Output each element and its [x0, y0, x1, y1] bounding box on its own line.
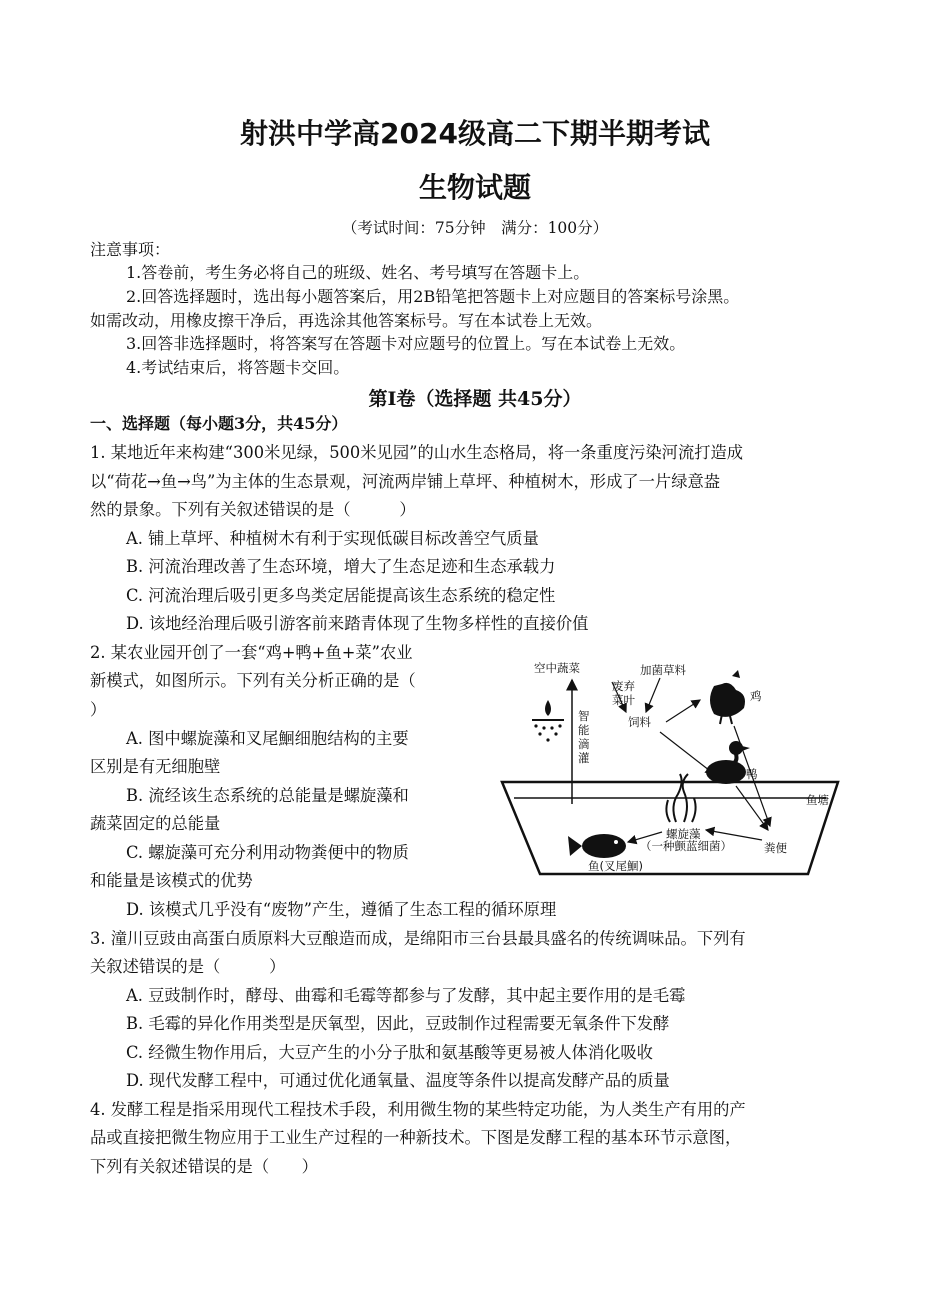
note-4: 4.考试结束后，将答题卡交回。	[126, 358, 350, 377]
note-1: 1.答卷前，考生务必将自己的班级、姓名、考号填写在答题卡上。	[126, 263, 590, 282]
label-feed: 饲料	[628, 715, 651, 729]
q3-option-c: C. 经微生物作用后，大豆产生的小分子肽和氨基酸等更易被人体消化吸收	[126, 1043, 653, 1062]
q2-stem-2: 新模式，如图所示。下列有关分析正确的是（	[90, 671, 416, 690]
label-irrigation-4: 灌	[578, 751, 590, 765]
q3-stem-2: 关叙述错误的是（ ）	[90, 957, 286, 976]
label-straw: 加菌草料	[640, 663, 686, 677]
note-2b: 如需改动，用橡皮擦干净后，再选涂其他答案标号。写在本试卷上无效。	[90, 311, 603, 330]
subject-title: 生物试题	[418, 171, 531, 204]
fish-icon	[568, 834, 626, 858]
q2-option-c-2: 和能量是该模式的优势	[90, 871, 253, 890]
label-irrigation-3: 滴	[578, 737, 590, 751]
q3-option-a: A. 豆豉制作时，酵母、曲霉和毛霉等都参与了发酵，其中起主要作用的是毛霉	[126, 986, 686, 1005]
q2-stem-1: 2. 某农业园开创了一套“鸡+鸭+鱼+菜”农业	[90, 643, 413, 662]
q2-option-a-1: A. 图中螺旋藻和叉尾鮰细胞结构的主要	[126, 729, 409, 748]
label-manure: 粪便	[764, 841, 787, 855]
q4-stem-2: 品或直接把微生物应用于工业生产过程的一种新技术。下图是发酵工程的基本环节示意图，	[90, 1128, 742, 1147]
q2-option-a-2: 区别是有无细胞壁	[90, 757, 221, 776]
label-chicken: 鸡	[750, 689, 762, 703]
label-duck: 鸭	[746, 767, 758, 781]
q2-option-b-2: 蔬菜固定的总能量	[90, 814, 221, 833]
q3-stem-1: 3. 潼川豆豉由高蛋白质原料大豆酿造而成，是绵阳市三台县最具盛名的传统调味品。下列有	[90, 929, 746, 948]
exam-title: 射洪中学高2024级高二下期半期考试	[240, 117, 710, 150]
label-irrigation-1: 智	[578, 709, 590, 723]
label-irrigation-2: 能	[578, 723, 590, 737]
label-waste-2: 菜叶	[612, 693, 635, 707]
chicken-icon	[710, 670, 745, 724]
label-vegetable: 空中蔬菜	[534, 661, 580, 675]
q3-option-d: D. 现代发酵工程中，可通过优化通氧量、温度等条件以提高发酵产品的质量	[126, 1071, 670, 1090]
q1-option-d: D. 该地经治理后吸引游客前来踏青体现了生物多样性的直接价值	[126, 614, 589, 633]
label-algae-note: （一种颤蓝细菌）	[640, 839, 732, 853]
section-title: 第Ⅰ卷（选择题 共45分）	[368, 388, 582, 410]
exam-info: （考试时间：75分钟 满分：100分）	[341, 219, 609, 237]
label-fish: 鱼(叉尾鮰)	[588, 859, 643, 873]
label-waste-1: 废弃	[612, 679, 635, 693]
q2-stem-3: ）	[90, 700, 107, 719]
part-title: 一、选择题（每小题3分，共45分）	[90, 414, 348, 433]
q2-option-c-1: C. 螺旋藻可充分利用动物粪便中的物质	[126, 843, 409, 862]
q2-option-b-1: B. 流经该生态系统的总能量是螺旋藻和	[126, 786, 409, 805]
q4-stem-3: 下列有关叙述错误的是（ ）	[90, 1157, 318, 1176]
notes-heading: 注意事项：	[90, 240, 171, 259]
q2-option-d: D. 该模式几乎没有“废物”产生，遵循了生态工程的循环原理	[126, 900, 557, 919]
agriculture-model-diagram	[500, 650, 842, 886]
q1-option-b: B. 河流治理改善了生态环境，增大了生态足迹和生态承载力	[126, 557, 556, 576]
q1-stem-1: 1. 某地近年来构建“300米见绿，500米见园”的山水生态格局，将一条重度污染河流打造成	[90, 443, 744, 462]
duck-icon	[706, 741, 750, 784]
note-3: 3.回答非选择题时，将答案写在答题卡对应题号的位置上。写在本试卷上无效。	[126, 334, 686, 353]
q1-stem-2: 以“荷花→鱼→鸟”为主体的生态景观，河流两岸铺上草坪、种植树木，形成了一片绿意盎	[90, 472, 721, 491]
q1-option-c: C. 河流治理后吸引更多鸟类定居能提高该生态系统的稳定性	[126, 586, 556, 605]
q1-option-a: A. 铺上草坪、种植树木有利于实现低碳目标改善空气质量	[126, 529, 539, 548]
label-pond: 鱼塘	[806, 793, 829, 807]
drip-irrigation-icon	[532, 700, 564, 742]
note-2a: 2.回答选择题时，选出每小题答案后，用2B铅笔把答题卡上对应题目的答案标号涂黑。	[126, 287, 740, 306]
q1-stem-3: 然的景象。下列有关叙述错误的是（ ）	[90, 500, 416, 519]
label-algae: 螺旋藻	[666, 827, 701, 841]
q3-option-b: B. 毛霉的异化作用类型是厌氧型，因此，豆豉制作过程需要无氧条件下发酵	[126, 1014, 670, 1033]
q4-stem-1: 4. 发酵工程是指采用现代工程技术手段，利用微生物的某些特定功能，为人类生产有用的产	[90, 1100, 746, 1119]
